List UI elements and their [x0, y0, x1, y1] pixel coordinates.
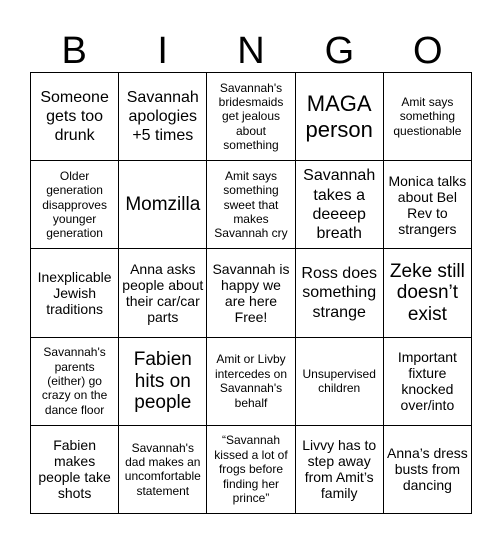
bingo-cell[interactable]: Ross does something strange — [296, 249, 384, 337]
bingo-cell[interactable]: Savannah's parents (either) go crazy on the dance floor — [31, 338, 119, 426]
bingo-cell[interactable]: Momzilla — [119, 161, 207, 249]
header-letter-b: B — [61, 30, 87, 72]
header-letter-g: G — [324, 30, 355, 72]
bingo-cell[interactable]: Savannah's bridesmaids get jealous about something — [207, 73, 295, 161]
bingo-cell[interactable]: Savannah's dad makes an uncomfortable statement — [119, 426, 207, 514]
bingo-cell[interactable]: Amit says something questionable — [384, 73, 472, 161]
bingo-cell[interactable]: Unsupervised children — [296, 338, 384, 426]
bingo-cell[interactable]: Livvy has to step away from Amit’s family — [296, 426, 384, 514]
bingo-header — [30, 28, 472, 74]
bingo-cell[interactable]: Savannah is happy we are here Free! — [207, 249, 295, 337]
bingo-cell[interactable]: MAGA person — [296, 73, 384, 161]
bingo-grid — [30, 72, 472, 514]
bingo-cell[interactable]: Inexplicable Jewish traditions — [31, 249, 119, 337]
bingo-cell[interactable]: Someone gets too drunk — [31, 73, 119, 161]
bingo-cell[interactable]: Fabien makes people take shots — [31, 426, 119, 514]
bingo-cell[interactable]: “Savannah kissed a lot of frogs before finding her prince” — [207, 426, 295, 514]
bingo-cell[interactable]: Amit says something sweet that makes Savannah cry — [207, 161, 295, 249]
bingo-cell[interactable]: Amit or Livby intercedes on Savannah's behalf — [207, 338, 295, 426]
header-letter-n: N — [237, 30, 265, 72]
bingo-cell[interactable]: Anna’s dress busts from dancing — [384, 426, 472, 514]
bingo-cell[interactable]: Anna asks people about their car/car parts — [119, 249, 207, 337]
bingo-cell[interactable]: Zeke still doesn’t exist — [384, 249, 472, 337]
bingo-cell[interactable]: Monica talks about Bel Rev to strangers — [384, 161, 472, 249]
bingo-cell[interactable]: Savannah apologies +5 times — [119, 73, 207, 161]
bingo-cell[interactable]: Fabien hits on people — [119, 338, 207, 426]
header-letter-o: O — [413, 30, 443, 72]
bingo-cell[interactable]: Savannah takes a deeeep breath — [296, 161, 384, 249]
bingo-cell[interactable]: Important fixture knocked over/into — [384, 338, 472, 426]
bingo-cell[interactable]: Older generation disapproves younger generation — [31, 161, 119, 249]
header-letter-i: I — [157, 30, 168, 72]
